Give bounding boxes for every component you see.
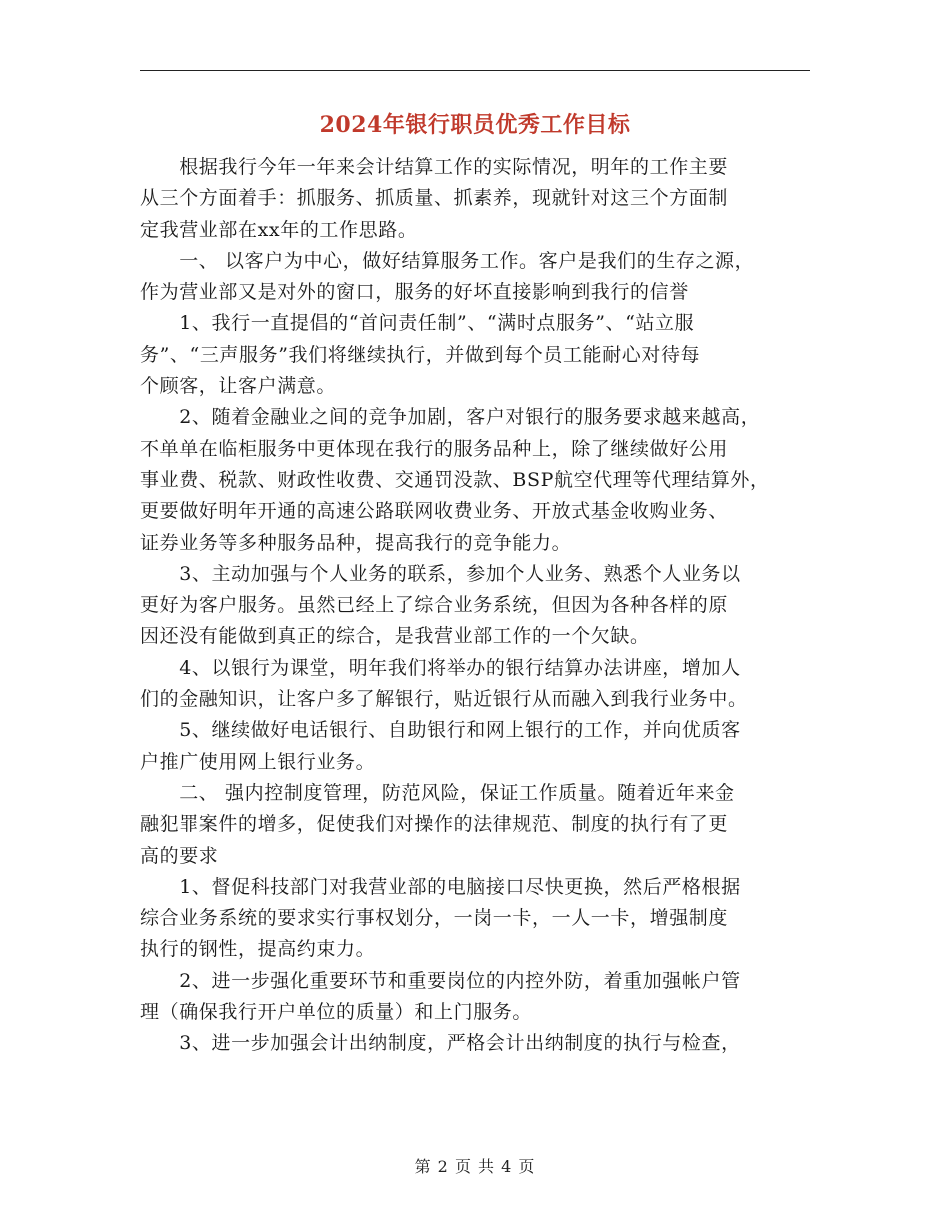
body-line: 2、随着金融业之间的竞争加剧，客户对银行的服务要求越来越高， [140,406,761,429]
body-line: 不单单在临柜服务中更体现在我行的服务品种上，除了继续做好公用 [140,437,729,460]
body-line: 根据我行今年一年来会计结算工作的实际情况，明年的工作主要 [140,156,729,178]
body-line: 5、继续做好电话银行、自助银行和网上银行的工作，并向优质客 [140,719,741,742]
body-line: 综合业务系统的要求实行事权划分，一岗一卡，一人一卡，增强制度 [140,907,729,930]
body-line: 执行的钢性，提高约束力。 [140,938,376,961]
body-line: 事业费、税款、财政性收费、交通罚没款、BSP航空代理等代理结算外， [140,468,770,491]
body-line: 3、进一步加强会计出纳制度，严格会计出纳制度的执行与检查， [140,1032,741,1055]
body-line: 二、 强内控制度管理，防范风险，保证工作质量。随着近年来金 [140,781,735,804]
body-line: 高的要求 [140,844,219,867]
body-line: 定我营业部在xx年的工作思路。 [140,218,418,241]
body-line: 更好为客户服务。虽然已经上了综合业务系统，但因为各种各样的原 [140,594,729,617]
body-line: 务”、“三声服务”我们将继续执行，并做到每个员工能耐心对待每 [140,343,701,366]
body-line: 个顾客，让客户满意。 [140,375,337,398]
document-body [140,152,810,1060]
page-footer: 第 2 页 共 4 页 [414,1157,536,1176]
body-line: 1、督促科技部门对我营业部的电脑接口尽快更换，然后严格根据 [140,875,741,898]
body-line: 作为营业部又是对外的窗口，服务的好坏直接影响到我行的信誉 [140,281,689,304]
body-line: 更要做好明年开通的高速公路联网收费业务、开放式基金收购业务、 [140,500,729,523]
body-line: 融犯罪案件的增多，促使我们对操作的法律规范、制度的执行有了更 [140,813,729,836]
body-line: 2、进一步强化重要环节和重要岗位的内控外防，着重加强帐户管 [140,969,741,992]
body-line: 户推广使用网上银行业务。 [140,750,376,773]
body-line: 一、 以客户为中心，做好结算服务工作。客户是我们的生存之源， [140,249,755,272]
header-rule [140,70,810,71]
body-line: 理（确保我行开户单位的质量）和上门服务。 [140,1001,533,1024]
body-line: 因还没有能做到真正的综合，是我营业部工作的一个欠缺。 [140,625,650,648]
body-line: 证券业务等多种服务品种，提高我行的竞争能力。 [140,531,572,554]
body-line: 从三个方面着手：抓服务、抓质量、抓素养，现就针对这三个方面制 [140,187,729,210]
body-line: 们的金融知识，让客户多了解银行，贴近银行从而融入到我行业务中。 [140,688,748,711]
document-title: 2024年银行职员优秀工作目标 [319,112,631,138]
body-line: 4、以银行为课堂，明年我们将举办的银行结算办法讲座，增加人 [140,656,741,679]
body-line: 1、我行一直提倡的“首问责任制”、“满时点服务”、“站立服 [140,312,695,335]
body-line: 3、主动加强与个人业务的联系，参加个人业务、熟悉个人业务以 [140,562,741,585]
